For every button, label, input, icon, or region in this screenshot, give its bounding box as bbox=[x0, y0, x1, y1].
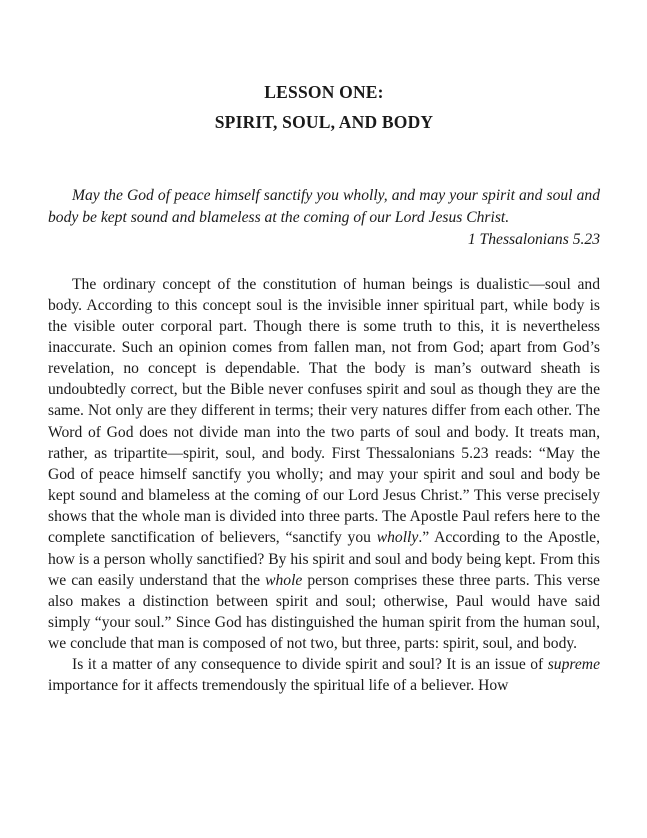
paragraph-2-text-b: importance for it affects tremendously the spiritual life of a believer. How bbox=[48, 677, 509, 695]
paragraph-1 bbox=[48, 274, 600, 655]
epigraph-quote: May the God of peace himself sanctify you wholly, and may your spirit and soul and body be kept sound and blameless at the coming of our Lord Jesus Christ. bbox=[48, 187, 600, 226]
paragraph-2-text-a: Is it a matter of any consequence to divide spirit and soul? It is an issue of bbox=[72, 656, 548, 674]
paragraph-1-emphasis-wholly: wholly bbox=[376, 529, 419, 547]
paragraph-1-text-a: The ordinary concept of the constitution of human beings is dualistic—soul and body. According to this concept soul is the invisible inner spiritual part, while body is the visible outer corporal part. Though there is some truth to this, it is nevertheless inaccurate. Such an opinion comes from fallen man, not from God; apart from God’s revelation, no concept is dependable. That the body is man’s outward sheath is undoubtedly correct, but the Bible never confuses spirit and soul as though they are the same. Not only are they different in terms; their very natures differ from each other. The Word of God does not divide man into the two parts of soul and body. It treats man, rather, as tripartite—spirit, soul, and body. First Thessalonians 5.23 reads: “May the God of peace himself sanctify you wholly; and may your spirit and soul and body be kept sound and blameless at the coming of our Lord Jesus Christ.” This verse precisely shows that the whole man is divided into three parts. The Apostle Paul refers here to the complete sanctification of believers, “sanctify you bbox=[48, 275, 600, 547]
lesson-topic-heading: SPIRIT, SOUL, AND BODY bbox=[214, 112, 434, 132]
epigraph-reference: 1 Thessalonians 5.23 bbox=[467, 231, 600, 248]
epigraph bbox=[48, 185, 600, 251]
body-text bbox=[48, 274, 600, 697]
paragraph-1-text-b: .” According to the Apostle, how is a person wholly sanctified? By his spirit and soul and body being kept. From this we can easily understand that the bbox=[48, 529, 600, 589]
paragraph-1-emphasis-whole: whole bbox=[265, 571, 303, 589]
paragraph-2-emphasis-supreme: supreme bbox=[547, 656, 600, 674]
paragraph-1-text-c: person comprises these three parts. This verse also makes a distinction between spirit and soul; otherwise, Paul would have said simply “your soul.” Since God has distinguished the human spirit from the human soul, we conclude that man is composed of not two, but three, parts: spirit, soul, and body. bbox=[48, 571, 600, 653]
lesson-title bbox=[48, 77, 600, 137]
paragraph-2 bbox=[48, 654, 600, 696]
lesson-number-heading: LESSON ONE: bbox=[264, 82, 384, 102]
document-page bbox=[48, 0, 600, 697]
